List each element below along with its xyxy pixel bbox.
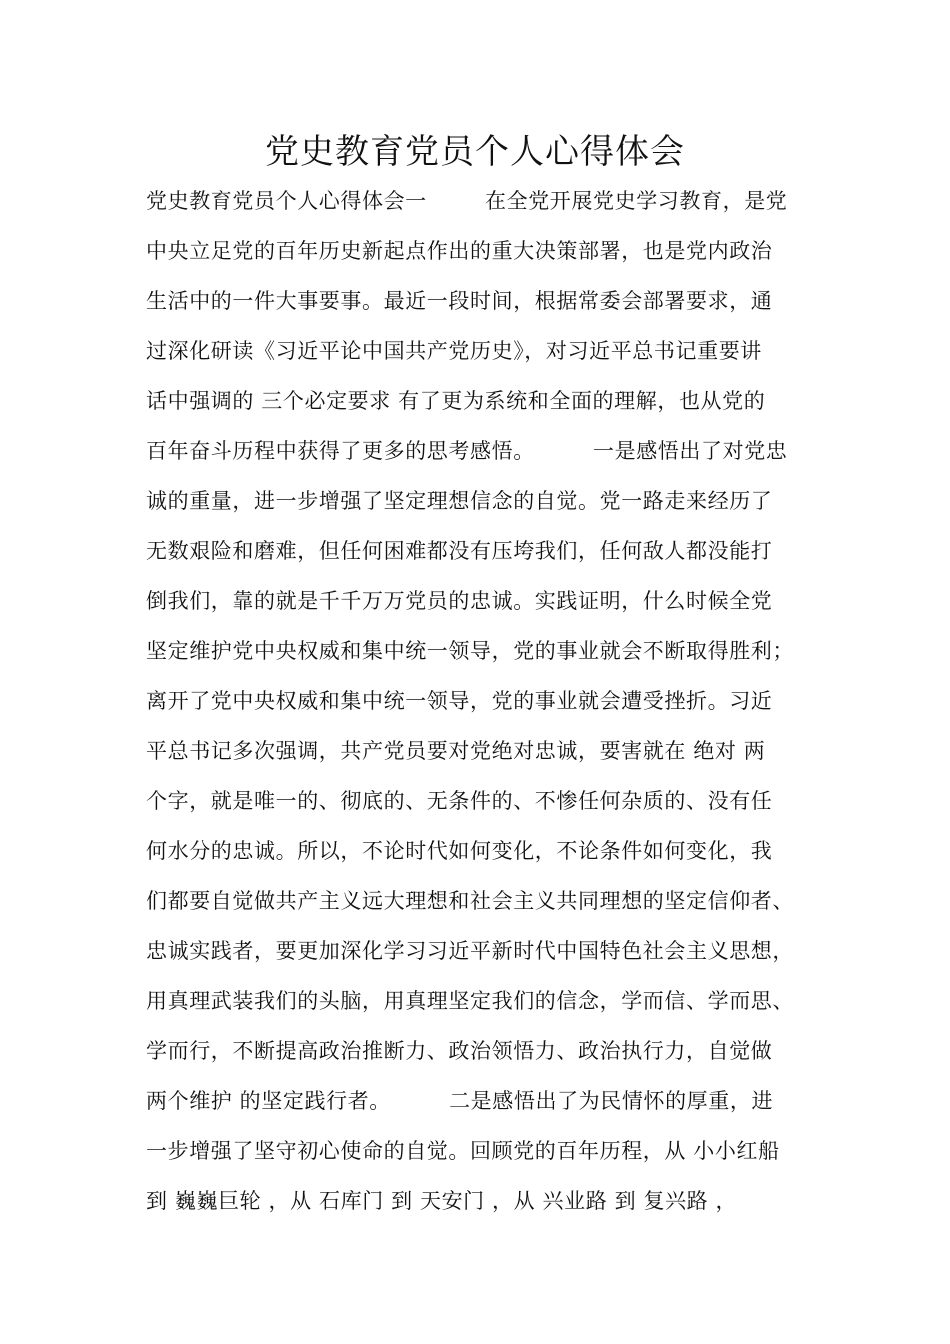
body-line: 过深化研读《习近平论中国共产党历史》，对习近平总书记重要讲 [146,339,762,363]
body-line: 坚定维护党中央权威和集中统一领导，党的事业就会不断取得胜利； [146,639,794,663]
body-line: 平总书记多次强调，共产党员要对党绝对忠诚，要害就在 绝对 两 [146,739,766,763]
body-line: 无数艰险和磨难，但任何困难都没有压垮我们，任何敌人都没能打 [146,539,773,563]
body-line: 一步增强了坚守初心使命的自觉。回顾党的百年历程，从 小小红船 [146,1139,780,1163]
body-line: 们都要自觉做共产主义远大理想和社会主义共同理想的坚定信仰者、 [146,889,794,913]
body-line: 用真理武装我们的头脑，用真理坚定我们的信念，学而信、学而思、 [146,989,794,1013]
body-line: 倒我们，靠的就是千千万万党员的忠诚。实践证明，什么时候全党 [146,589,773,613]
body-line: 话中强调的 三个必定要求 有了更为系统和全面的理解，也从党的 [146,389,766,413]
body-line: 个字，就是唯一的、彻底的、无条件的、不惨任何杂质的、没有任 [146,789,773,813]
body-line: 何水分的忠诚。所以，不论时代如何变化，不论条件如何变化，我 [146,839,773,863]
body-line: 诚的重量，进一步增强了坚定理想信念的自觉。党一路走来经历了 [146,489,773,513]
body-line: 忠诚实践者，要更加深化学习习近平新时代中国特色社会主义思想， [146,939,794,963]
body-line: 两个维护 的坚定践行者。 二是感悟出了为民情怀的厚重，进 [146,1089,774,1113]
body-line: 生活中的一件大事要事。最近一段时间，根据常委会部署要求，通 [146,289,773,313]
body-line: 党史教育党员个人心得体会一 在全党开展党史学习教育，是党 [146,189,788,213]
body-line: 中央立足党的百年历史新起点作出的重大决策部署，也是党内政治 [146,239,773,263]
document-title: 党史教育党员个人心得体会 [265,132,685,172]
body-line: 离开了党中央权威和集中统一领导，党的事业就会遭受挫折。习近 [146,689,773,713]
document-body [146,176,826,1226]
body-line: 到 巍巍巨轮 ，从 石库门 到 天安门 ，从 兴业路 到 复兴路 ， [146,1189,738,1213]
body-line: 学而行，不断提高政治推断力、政治领悟力、政治执行力，自觉做 [146,1039,773,1063]
body-line: 百年奋斗历程中获得了更多的思考感悟。 一是感悟出了对党忠 [146,439,788,463]
